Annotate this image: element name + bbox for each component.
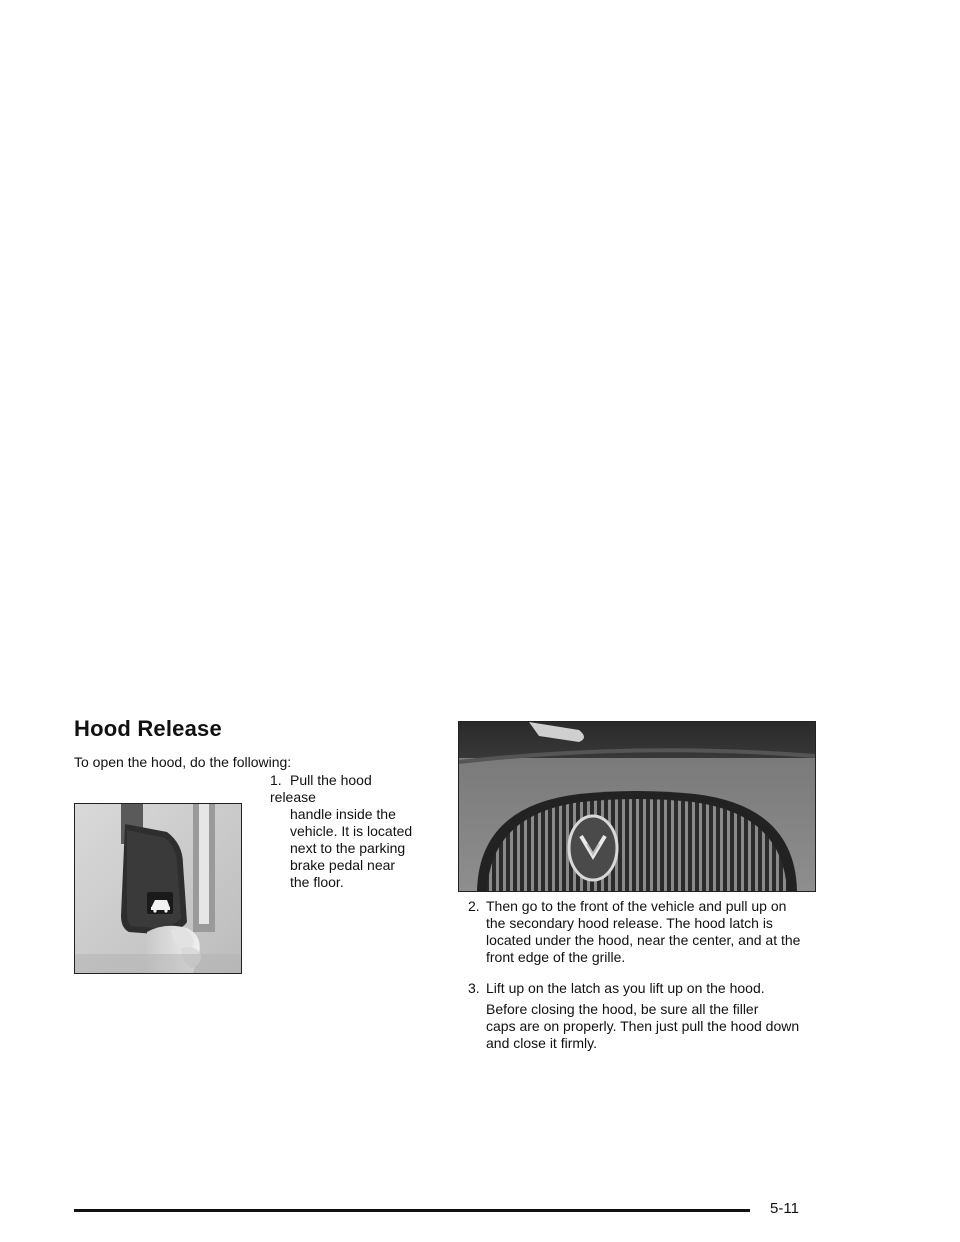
footer-rule xyxy=(74,1209,750,1212)
step-3 xyxy=(468,980,828,997)
page-number: 5-11 xyxy=(770,1200,799,1217)
vehicle-grille-photo xyxy=(458,721,816,892)
step-line: the floor. xyxy=(290,874,344,890)
step-line: the secondary hood release. The hood latch is xyxy=(486,915,773,931)
step-line: next to the parking xyxy=(290,840,406,856)
step-line: vehicle. It is located xyxy=(290,823,413,839)
step-line: brake pedal near xyxy=(290,857,396,873)
vehicle-grille-emblem-icon xyxy=(569,816,617,880)
hood-release-handle-photo xyxy=(74,803,242,974)
step-2 xyxy=(468,898,828,966)
note-line: Before closing the hood, be sure all the filler xyxy=(486,1001,759,1017)
step-line: located under the hood, near the center, and at the xyxy=(486,932,801,948)
step-line: handle inside the xyxy=(290,806,396,822)
step-number: 1. xyxy=(270,772,282,788)
page-title: Hood Release xyxy=(74,716,222,741)
step-line: Lift up on the latch as you lift up on the hood. xyxy=(486,980,765,996)
closing-note xyxy=(486,1001,826,1052)
step-line: Pull the hood release xyxy=(270,772,372,805)
intro-text: To open the hood, do the following: xyxy=(74,754,292,770)
note-line: and close it firmly. xyxy=(486,1035,597,1051)
step-line: Then go to the front of the vehicle and pull up on xyxy=(486,898,787,914)
step-1 xyxy=(270,772,420,891)
step-number: 2. xyxy=(468,898,480,914)
note-line: caps are on properly. Then just pull the hood down xyxy=(486,1018,800,1034)
step-number: 3. xyxy=(468,980,480,996)
step-line: front edge of the grille. xyxy=(486,949,626,965)
